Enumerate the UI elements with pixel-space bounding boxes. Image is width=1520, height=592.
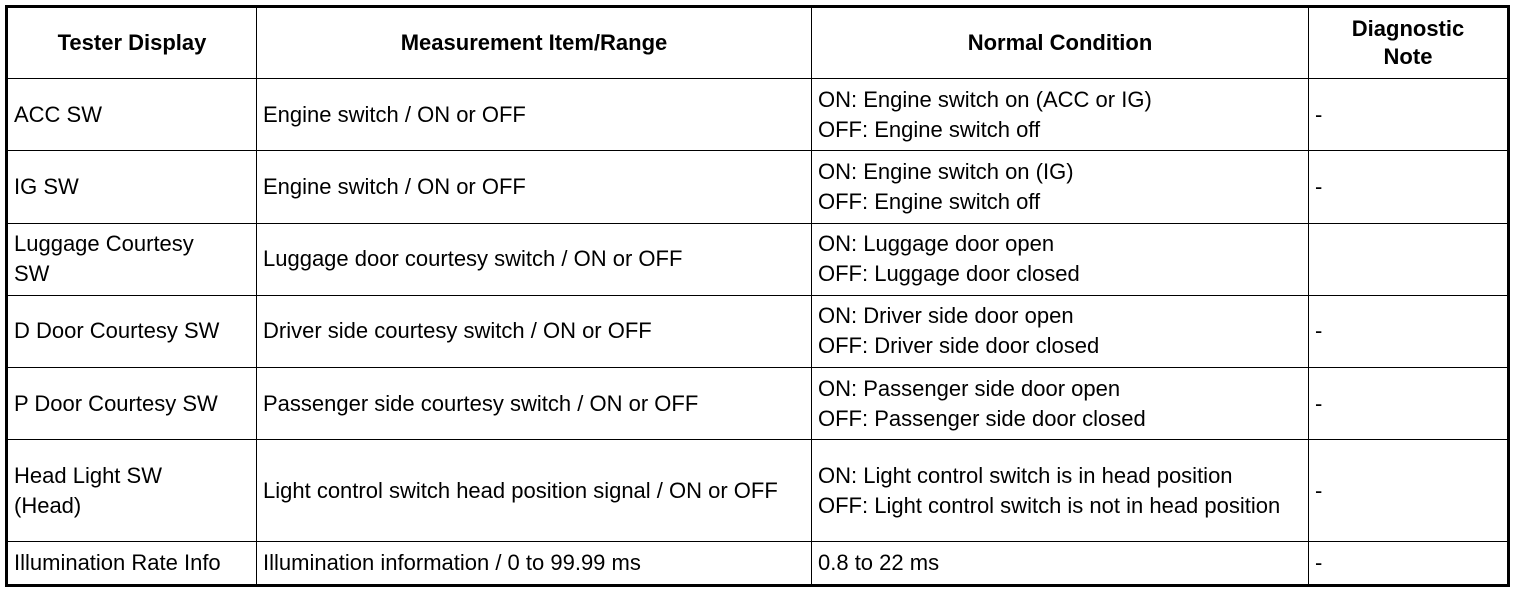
tester-display-table: [5, 5, 1510, 587]
table-row: [7, 440, 1509, 541]
normal-on-text: ON: Luggage door open: [818, 231, 1055, 257]
cell-diagnostic-note: -: [1309, 440, 1509, 541]
cell-tester-display: Illumination Rate Info: [7, 541, 257, 585]
cell-measurement: [257, 440, 812, 541]
cell-diagnostic-note: -: [1309, 79, 1509, 151]
cell-tester-display: ACC SW: [7, 79, 257, 151]
header-normal-condition: Normal Condition: [812, 7, 1309, 79]
cell-diagnostic-note: -: [1309, 541, 1509, 585]
cell-measurement: Illumination information / 0 to 99.99 ms: [257, 541, 812, 585]
cell-measurement: Driver side courtesy switch / ON or OFF: [257, 295, 812, 367]
table-body: [7, 79, 1509, 586]
normal-on-text: ON: Passenger side door open: [818, 375, 1121, 401]
table-row: [7, 151, 1509, 223]
normal-off-text: OFF: Engine switch off: [818, 188, 1041, 214]
table-row: [7, 541, 1509, 585]
cell-measurement: Engine switch / ON or OFF: [257, 79, 812, 151]
header-tester-display: Tester Display: [7, 7, 257, 79]
cell-tester-display: P Door Courtesy SW: [7, 368, 257, 440]
cell-normal-condition: [812, 368, 1309, 440]
header-diagnostic-note: [1309, 7, 1509, 79]
normal-on-text: ON: Engine switch on (ACC or IG): [818, 86, 1152, 112]
table-header: [7, 7, 1509, 79]
normal-on-text: ON: Light control switch is in head position: [818, 462, 1233, 488]
normal-off-text: OFF: Passenger side door closed: [818, 405, 1146, 431]
header-row: [7, 7, 1509, 79]
normal-on-text: ON: Engine switch on (IG): [818, 158, 1074, 184]
header-measurement-item-range: Measurement Item/Range: [257, 7, 812, 79]
cell-diagnostic-note: -: [1309, 368, 1509, 440]
cell-tester-display: IG SW: [7, 151, 257, 223]
table-row: [7, 79, 1509, 151]
normal-on-text: ON: Driver side door open: [818, 303, 1074, 329]
cell-normal-condition: [812, 440, 1309, 541]
cell-tester-display: [7, 223, 257, 295]
normal-off-text: OFF: Engine switch off: [818, 116, 1041, 142]
cell-tester-display: D Door Courtesy SW: [7, 295, 257, 367]
cell-measurement: Luggage door courtesy switch / ON or OFF: [257, 223, 812, 295]
cell-normal-condition: [812, 295, 1309, 367]
table-row: [7, 223, 1509, 295]
normal-off-text: OFF: Driver side door closed: [818, 333, 1100, 359]
table-row: [7, 295, 1509, 367]
tester-display-text: Head Light SW (Head): [14, 462, 162, 518]
cell-diagnostic-note: -: [1309, 151, 1509, 223]
cell-diagnostic-note: -: [1309, 295, 1509, 367]
tester-display-text: Luggage Courtesy SW: [14, 231, 194, 287]
cell-measurement: Engine switch / ON or OFF: [257, 151, 812, 223]
header-diagnostic-note-line1: Diagnostic: [1351, 16, 1465, 41]
normal-off-text: OFF: Luggage door closed: [818, 261, 1080, 287]
cell-normal-condition: [812, 151, 1309, 223]
table-row: [7, 368, 1509, 440]
cell-diagnostic-note: [1309, 223, 1509, 295]
cell-normal-condition: 0.8 to 22 ms: [812, 541, 1309, 585]
cell-normal-condition: [812, 79, 1309, 151]
measurement-text: Light control switch head position signal / ON or OFF: [263, 477, 778, 503]
cell-normal-condition: [812, 223, 1309, 295]
normal-off-text: OFF: Light control switch is not in head position: [818, 492, 1281, 518]
cell-tester-display: [7, 440, 257, 541]
cell-measurement: Passenger side courtesy switch / ON or OFF: [257, 368, 812, 440]
header-diagnostic-note-line2: Note: [1383, 44, 1433, 69]
